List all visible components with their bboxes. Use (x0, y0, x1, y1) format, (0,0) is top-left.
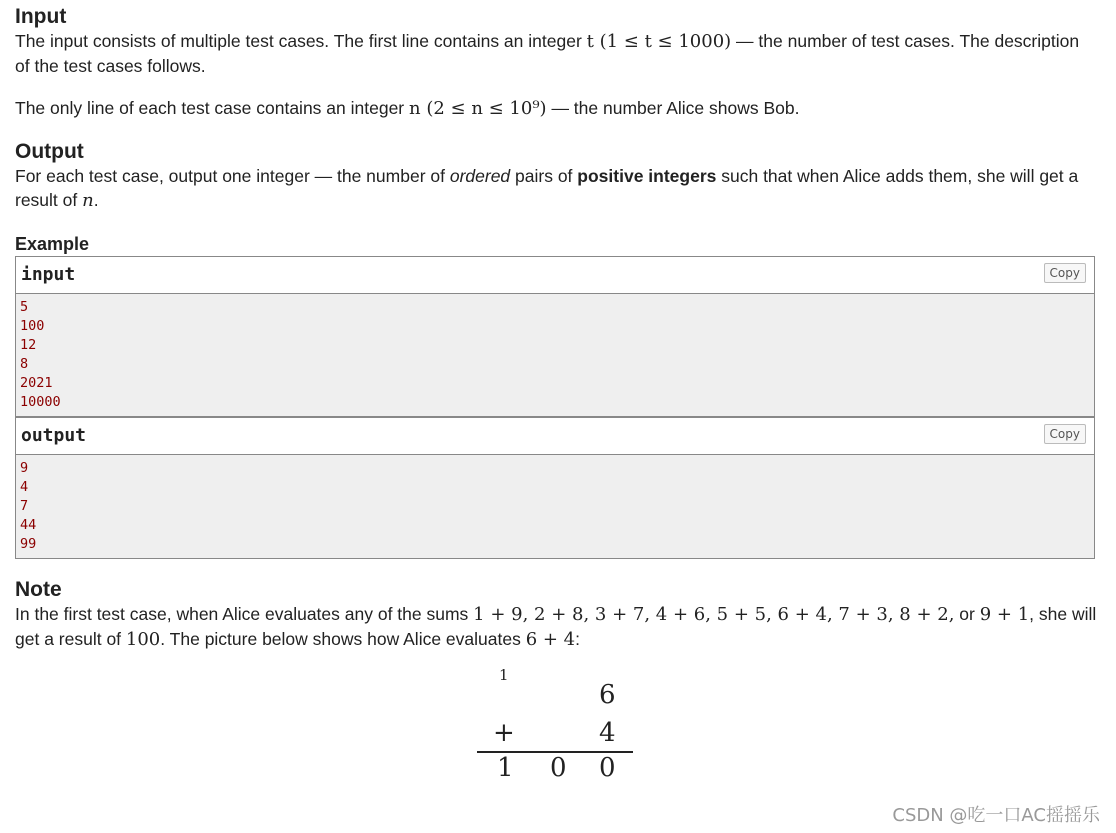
output-line: 99 (20, 536, 37, 552)
output-line: 9 (20, 460, 29, 476)
result-digit: 0 (599, 753, 616, 783)
result-digit: 1 (497, 753, 514, 783)
input-line-description: The only line of each test case contains an integer n (2 ≤ n ≤ 10⁹) — the number Alice shows Bob. (15, 98, 800, 119)
example-output-header (16, 418, 1094, 455)
example-output-content (16, 455, 1094, 558)
copy-input-button[interactable]: Copy (1044, 263, 1086, 283)
output-description: For each test case, output one integer — the number of ordered pairs of positive integers such that when Alice adds them, she will get a result of n. (15, 166, 1079, 211)
copy-output-button[interactable]: Copy (1044, 424, 1086, 444)
input-line: 2021 (20, 375, 53, 391)
t-constraint: t (1 ≤ t ≤ 1000) (586, 31, 732, 52)
input-section-title: Input (15, 5, 67, 28)
example-input-header (16, 257, 1094, 294)
example-input-content (16, 294, 1094, 416)
output-line: 44 (20, 517, 37, 533)
sums-list: 1 + 9, 2 + 8, 3 + 7, 4 + 6, 5 + 5, 6 + 4, 7 + 3, 8 + 2, (473, 604, 955, 625)
example-input-box (15, 256, 1095, 417)
input-description: The input consists of multiple test cases. The first line contains an integer t (1 ≤ t ≤ 1000) — the number of test cases. The description of the test cases follows. (15, 31, 1080, 76)
output-line: 7 (20, 498, 29, 514)
input-line: 12 (20, 337, 37, 353)
example-output-box (15, 417, 1095, 559)
bottom-digit: 4 (599, 718, 616, 748)
example-output-label: output (21, 425, 87, 446)
top-digit: 6 (599, 680, 616, 710)
input-line: 10000 (20, 394, 61, 410)
output-section-title: Output (15, 140, 84, 163)
result-digit: 0 (550, 753, 567, 783)
csdn-watermark: CSDN @吃一口AC摇摇乐 (892, 805, 1100, 826)
output-line: 4 (20, 479, 29, 495)
input-line: 5 (20, 299, 29, 315)
note-description: In the first test case, when Alice evaluates any of the sums 1 + 9, 2 + 8, 3 + 7, 4 + 6, 5 + 5, 6 + 4, 7 + 3, 8 + 2, or 9 + 1, she will get a result of 100. The picture below shows how Alice evaluates 6 + 4: (15, 604, 1097, 650)
plus-sign: + (493, 718, 515, 748)
example-title: Example (15, 234, 90, 254)
addition-figure (475, 660, 635, 790)
note-section-title: Note (15, 578, 62, 601)
n-constraint: n (2 ≤ n ≤ 10⁹) (409, 98, 547, 119)
input-line: 100 (20, 318, 45, 334)
example-input-label: input (21, 264, 76, 285)
input-line: 8 (20, 356, 29, 372)
carry-digit: 1 (499, 666, 509, 684)
